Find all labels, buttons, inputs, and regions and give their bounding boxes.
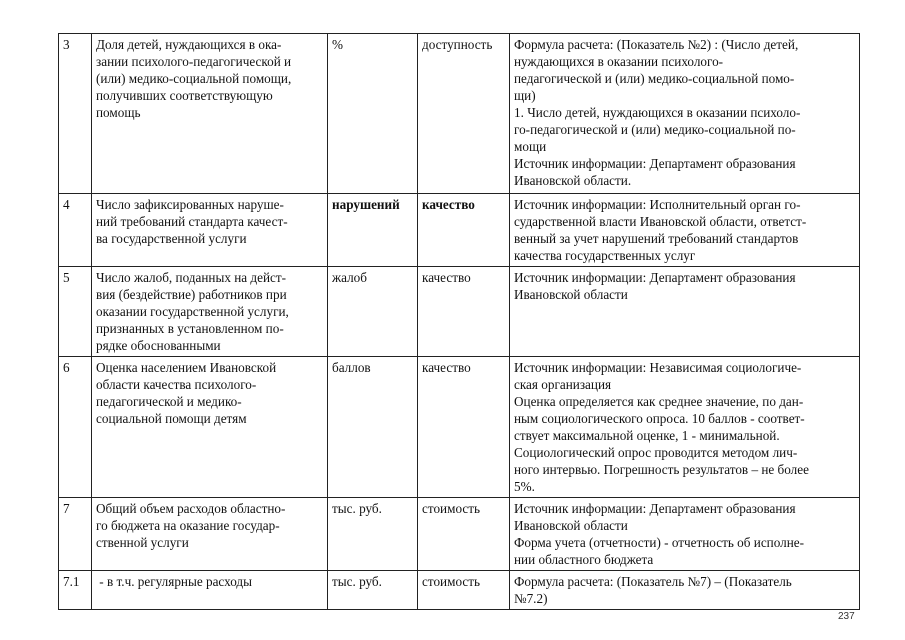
unit: жалоб — [328, 267, 418, 357]
text-line: Источник информации: Департамент образования — [514, 270, 796, 285]
text-line: Ивановской области — [514, 518, 628, 533]
table-row — [59, 34, 860, 194]
source-description — [510, 267, 860, 357]
category: качество — [418, 194, 510, 267]
text-line: 1. Число детей, нуждающихся в оказании психоло- — [514, 105, 801, 120]
text-line: нуждающихся в оказании психолого- — [514, 54, 724, 69]
text-line: №7.2) — [514, 591, 548, 606]
unit: баллов — [328, 357, 418, 498]
text-line: ствует максимальной оценке, 1 - минимальной. — [514, 428, 780, 443]
indicator-table — [58, 33, 860, 610]
row-number: 7.1 — [59, 571, 92, 610]
text-line: 5%. — [514, 479, 535, 494]
text-line: помощь — [96, 105, 141, 120]
text-line: области качества психолого- — [96, 377, 257, 392]
text-line: мощи — [514, 139, 547, 154]
row-number: 4 — [59, 194, 92, 267]
text-line: зании психолого-педагогической и — [96, 54, 292, 69]
indicator-name — [92, 194, 328, 267]
text-line: венный за учет нарушений требований стандартов — [514, 231, 799, 246]
text-line: получивших соответствующую — [96, 88, 273, 103]
unit: % — [328, 34, 418, 194]
text-line: ва государственной услуги — [96, 231, 247, 246]
table-row — [59, 571, 860, 610]
text-line: признанных в установленном по- — [96, 321, 284, 336]
text-line: нии областного бюджета — [514, 552, 654, 567]
text-line: Формула расчета: (Показатель №7) – (Показатель — [514, 574, 792, 589]
text-line: Формула расчета: (Показатель №2) : (Число детей, — [514, 37, 799, 52]
text-line: вия (бездействие) работников при — [96, 287, 287, 302]
text-line: ственной услуги — [96, 535, 189, 550]
text-line: Число зафиксированных наруше- — [96, 197, 284, 212]
unit: тыс. руб. — [328, 571, 418, 610]
text-line: социальной помощи детям — [96, 411, 247, 426]
text-line: ний требований стандарта качест- — [96, 214, 288, 229]
text-line: Ивановской области — [514, 287, 628, 302]
unit: нарушений — [328, 194, 418, 267]
source-description — [510, 571, 860, 610]
category: качество — [418, 267, 510, 357]
row-number: 7 — [59, 498, 92, 571]
text-line: Оценка населением Ивановской — [96, 360, 277, 375]
text-line: Общий объем расходов областно- — [96, 501, 286, 516]
row-number: 6 — [59, 357, 92, 498]
text-line: сударственной власти Ивановской области, ответст- — [514, 214, 807, 229]
text-line: ская организация — [514, 377, 612, 392]
table-row — [59, 267, 860, 357]
text-line: (или) медико-социальной помощи, — [96, 71, 292, 86]
text-line: Число жалоб, поданных на дейст- — [96, 270, 287, 285]
text-line: Доля детей, нуждающихся в ока- — [96, 37, 282, 52]
text-line: Источник информации: Независимая социологиче- — [514, 360, 802, 375]
page-number: 237 — [838, 611, 855, 622]
text-line: го-педагогической и (или) медико-социальной по- — [514, 122, 796, 137]
text-line: Источник информации: Департамент образования — [514, 501, 796, 516]
text-line: го бюджета на оказание государ- — [96, 518, 280, 533]
table-row — [59, 357, 860, 498]
table-row — [59, 194, 860, 267]
category: доступность — [418, 34, 510, 194]
text-line: Социологический опрос проводится методом лич- — [514, 445, 798, 460]
row-number: 5 — [59, 267, 92, 357]
text-line: рядке обоснованными — [96, 338, 221, 353]
source-description — [510, 34, 860, 194]
indicator-name — [92, 34, 328, 194]
category: качество — [418, 357, 510, 498]
category: стоимость — [418, 498, 510, 571]
text-line: ного интервью. Погрешность результатов – не более — [514, 462, 809, 477]
text-line: педагогической и (или) медико-социальной помо- — [514, 71, 795, 86]
table-row — [59, 498, 860, 571]
text-line: качества государственных услуг — [514, 248, 696, 263]
text-line: Оценка определяется как среднее значение, по дан- — [514, 394, 804, 409]
text-line: ным социологического опроса. 10 баллов - соответ- — [514, 411, 805, 426]
indicator-name — [92, 357, 328, 498]
text-line: Форма учета (отчетности) - отчетность об исполне- — [514, 535, 805, 550]
source-description — [510, 357, 860, 498]
text-line: педагогической и медико- — [96, 394, 242, 409]
text-line: Источник информации: Департамент образования — [514, 156, 796, 171]
text-line: оказании государственной услуги, — [96, 304, 289, 319]
text-line: Ивановской области. — [514, 173, 632, 188]
indicator-name — [92, 498, 328, 571]
indicator-name — [92, 267, 328, 357]
text-line: - в т.ч. регулярные расходы — [96, 574, 252, 589]
source-description — [510, 194, 860, 267]
indicator-name — [92, 571, 328, 610]
text-line: Источник информации: Исполнительный орган го- — [514, 197, 801, 212]
source-description — [510, 498, 860, 571]
text-line: щи) — [514, 88, 536, 103]
unit: тыс. руб. — [328, 498, 418, 571]
category: стоимость — [418, 571, 510, 610]
row-number: 3 — [59, 34, 92, 194]
